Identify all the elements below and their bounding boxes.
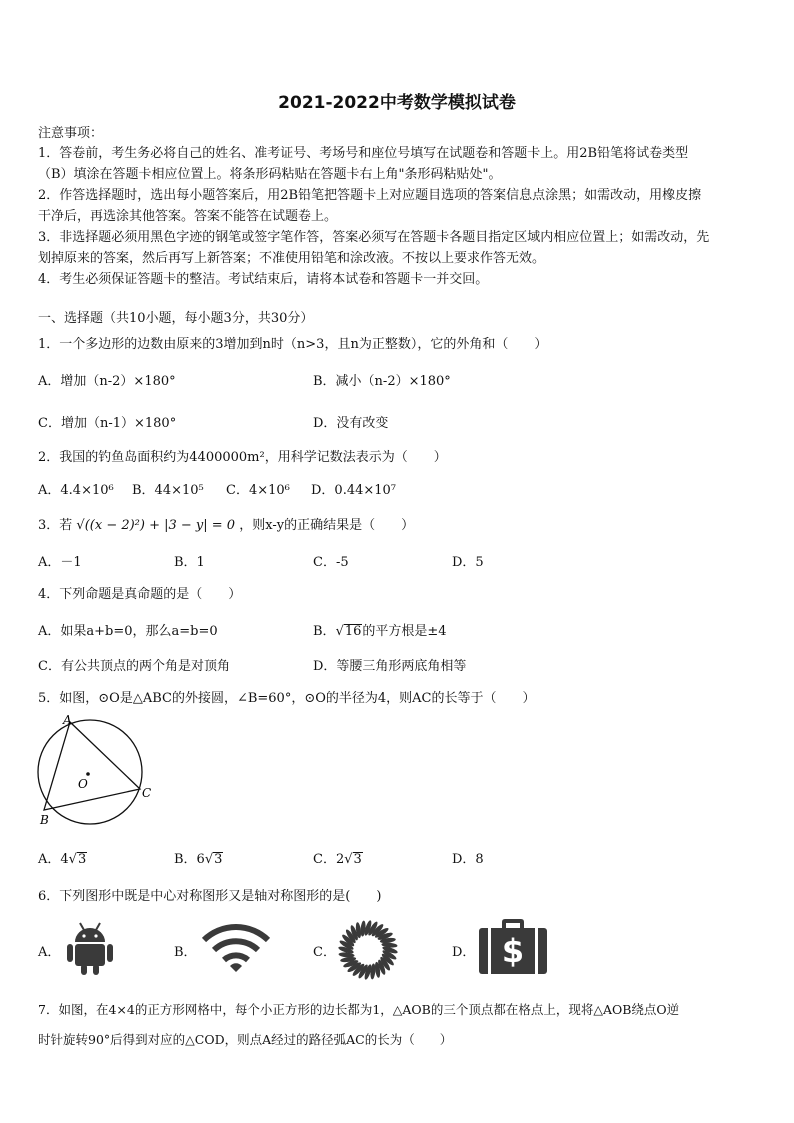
q3-option-a: A．－1	[38, 555, 82, 570]
dollar-bag-icon	[478, 918, 548, 976]
q5-option-a-prefix: A．4	[38, 852, 69, 867]
q4-option-b-suffix: 的平方根是±4	[362, 624, 447, 639]
sunburst-icon	[336, 918, 400, 982]
q2-option-d: D．0.44×10⁷	[311, 483, 397, 498]
q1-option-d: D．没有改变	[313, 416, 389, 431]
q6-option-d: D．	[452, 945, 476, 960]
notice-line: （B）填涂在答题卡相应位置上。将条形码粘贴在答题卡右上角"条形码粘贴处"。	[38, 167, 502, 182]
q3-expression: √((x − 2)²) + |3 − y| = 0	[76, 518, 236, 533]
q2-option-a: A．4.4×10⁶	[38, 483, 114, 498]
notice-heading: 注意事项：	[38, 126, 104, 141]
q5-option-a-radicand: 3	[77, 852, 87, 867]
dollar-glyph: $	[501, 932, 525, 970]
q3-option-d: D．5	[452, 555, 484, 570]
q2-option-c: C．4×10⁶	[226, 483, 290, 498]
q6-option-a: A．	[38, 945, 61, 960]
q3-option-b: B．1	[174, 555, 205, 570]
android-robot-icon	[66, 920, 114, 976]
q3-stem-prefix: 3．若	[38, 518, 73, 533]
q4-option-a: A．如果a+b=0，那么a=b=0	[38, 624, 218, 639]
q6-option-c: C．	[313, 945, 336, 960]
q2-option-b: B．44×10⁵	[132, 483, 204, 498]
q4-option-b-prefix: B．	[313, 624, 336, 639]
label-a: A	[63, 713, 72, 727]
q5-option-a	[38, 848, 87, 867]
label-o: O	[78, 777, 88, 791]
wifi-icon	[200, 922, 272, 974]
q5-option-b-radicand: 3	[214, 852, 223, 867]
q4-radicand: 16	[344, 624, 362, 639]
question-1-stem: 1．一个多边形的边数由原来的3增加到n时（n>3，且n为正整数），它的外角和（ ）	[38, 337, 548, 352]
q5-option-b	[174, 848, 223, 867]
q5-option-c	[313, 848, 363, 867]
radical-sign: √	[344, 852, 353, 867]
radical-sign: √	[335, 624, 344, 639]
q4-option-d: D．等腰三角形两底角相等	[313, 659, 467, 674]
q3-stem-suffix: ，则x-y的正确结果是（ ）	[239, 518, 415, 533]
radical-sign: √	[68, 852, 77, 867]
q4-option-c: C．有公共顶点的两个角是对顶角	[38, 659, 230, 674]
q1-option-c: C．增加（n-1）×180°	[38, 416, 177, 431]
notice-line: 1．答卷前，考生务必将自己的姓名、准考证号、考场号和座位号填写在试题卷和答题卡上。用2B铅笔将试卷类型	[38, 146, 689, 161]
page-title: 2021-2022中考数学模拟试卷	[278, 93, 516, 113]
question-5-stem: 5．如图，⊙O是△ABC的外接圆，∠B=60°，⊙O的半径为4，则AC的长等于（ ）	[38, 691, 536, 706]
q5-option-b-prefix: B．6	[174, 852, 205, 867]
question-4-stem: 4．下列命题是真命题的是（ ）	[38, 587, 242, 602]
radical-sign: √	[204, 852, 214, 867]
q3-option-c: C．-5	[313, 555, 349, 570]
q6-option-b: B．	[174, 945, 197, 960]
question-2-stem: 2．我国的钓鱼岛面积约为4400000m²，用科学记数法表示为（ ）	[38, 450, 447, 465]
notice-line: 3．非选择题必须用黑色字迹的钢笔或签字笔作答，答案必须写在答题卡各题目指定区域内相应位置上；如需改动，先	[38, 230, 710, 245]
section-heading: 一、选择题（共10小题，每小题3分，共30分）	[38, 311, 314, 326]
question-7-line-1: 7．如图，在4×4的正方形网格中，每个小正方形的边长都为1，△AOB的三个顶点都在格点上，现将△AOB绕点O逆	[38, 1002, 680, 1017]
triangle-abc	[44, 722, 140, 810]
circumcircle-figure	[30, 712, 160, 830]
q1-option-a: A．增加（n-2）×180°	[38, 374, 176, 389]
question-6-stem: 6．下列图形中既是中心对称图形又是轴对称图形的是( )	[38, 889, 382, 904]
label-c: C	[142, 786, 152, 800]
label-b: B	[40, 813, 49, 827]
q1-option-b: B．减小（n-2）×180°	[313, 374, 451, 389]
q4-option-b	[313, 620, 447, 639]
center-point	[86, 772, 90, 776]
notice-line: 干净后，再选涂其他答案。答案不能答在试题卷上。	[38, 209, 338, 224]
q5-option-d: D．8	[452, 852, 484, 867]
q5-option-c-radicand: 3	[353, 852, 362, 867]
question-7-line-2: 时针旋转90°后得到对应的△COD，则点A经过的路径弧AC的长为（ ）	[38, 1032, 453, 1047]
q5-option-c-prefix: C．2	[313, 852, 345, 867]
notice-line: 2．作答选择题时，选出每小题答案后，用2B铅笔把答题卡上对应题目选项的答案信息点涂黑；如需改动，用橡皮擦	[38, 188, 702, 203]
notice-line: 划掉原来的答案，然后再写上新答案；不准使用铅笔和涂改液。不按以上要求作答无效。	[38, 251, 546, 266]
notice-line: 4．考生必须保证答题卡的整洁。考试结束后，请将本试卷和答题卡一并交回。	[38, 272, 489, 287]
question-3-stem	[38, 514, 414, 533]
